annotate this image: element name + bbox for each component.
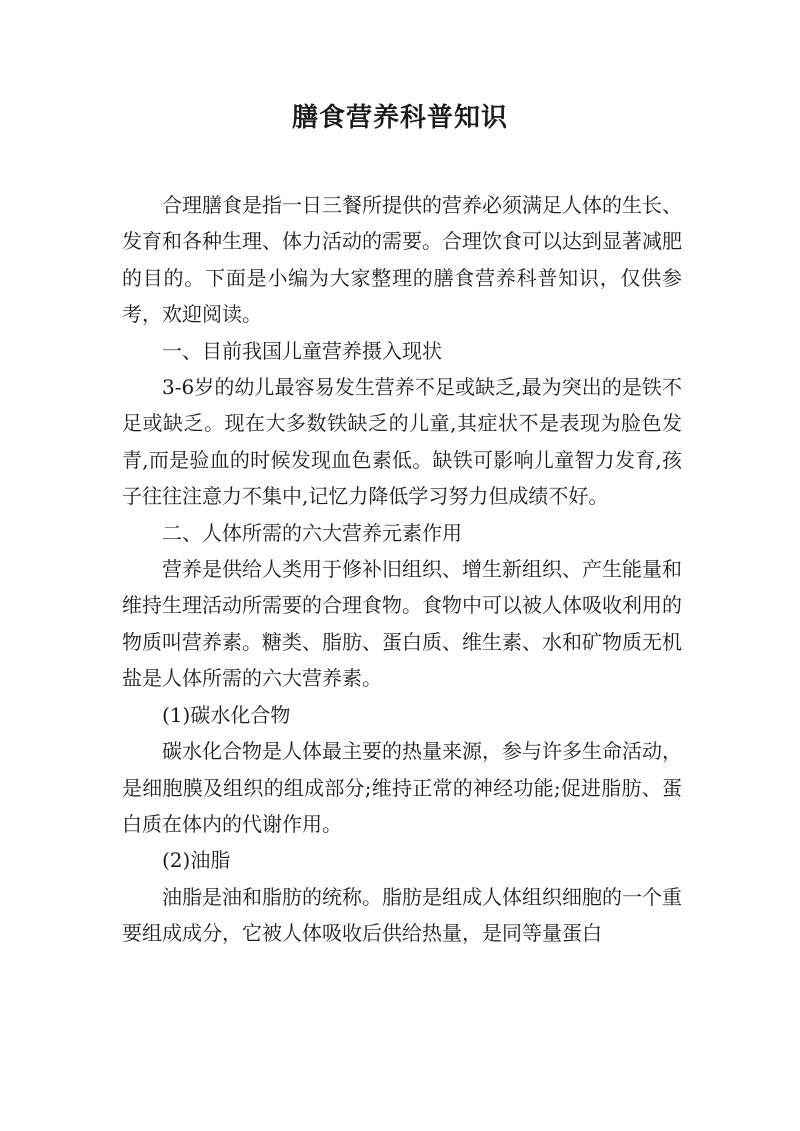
- subheading-carbohydrates: (1)碳水化合物: [162, 702, 291, 727]
- carbohydrates-paragraph: 碳水化合物是人体最主要的热量来源，参与许多生命活动，是细胞膜及组织的组成部分;维持正常的神经功能;促进脂肪、蛋白质在体内的代谢作用。: [122, 739, 682, 836]
- intro-paragraph: 合理膳食是指一日三餐所提供的营养必须满足人体的生长、发育和各种生理、体力活动的需要。合理饮食可以达到显著减肥的目的。下面是小编为大家整理的膳食营养科普知识，仅供参考，欢迎阅读。: [122, 193, 682, 327]
- section-2-paragraph: 营养是供给人类用于修补旧组织、增生新组织、产生能量和维持生理活动所需要的合理食物。食物中可以被人体吸收利用的物质叫营养素。糖类、脂肪、蛋白质、维生素、水和矿物质无机盐是人体所需的六大营养素。: [122, 557, 682, 691]
- section-1-paragraph: 3-6岁的幼儿最容易发生营养不足或缺乏,最为突出的是铁不足或缺乏。现在大多数铁缺乏的儿童,其症状不是表现为脸色发青,而是验血的时候发现血色素低。缺铁可影响儿童智力发育,孩子往往注意力不集中,记忆力降低学习努力但成绩不好。: [122, 375, 682, 509]
- section-heading-2: 二、人体所需的六大营养元素作用: [162, 520, 462, 545]
- subheading-fats: (2)油脂: [162, 848, 231, 873]
- document-body: [122, 187, 682, 952]
- fats-paragraph: 油脂是油和脂肪的统称。脂肪是组成人体组织细胞的一个重要组成成分，它被人体吸收后供给热量，是同等量蛋白: [122, 884, 682, 946]
- section-heading-1: 一、目前我国儿童营养摄入现状: [162, 338, 442, 363]
- page-title: 膳食营养科普知识: [291, 103, 508, 133]
